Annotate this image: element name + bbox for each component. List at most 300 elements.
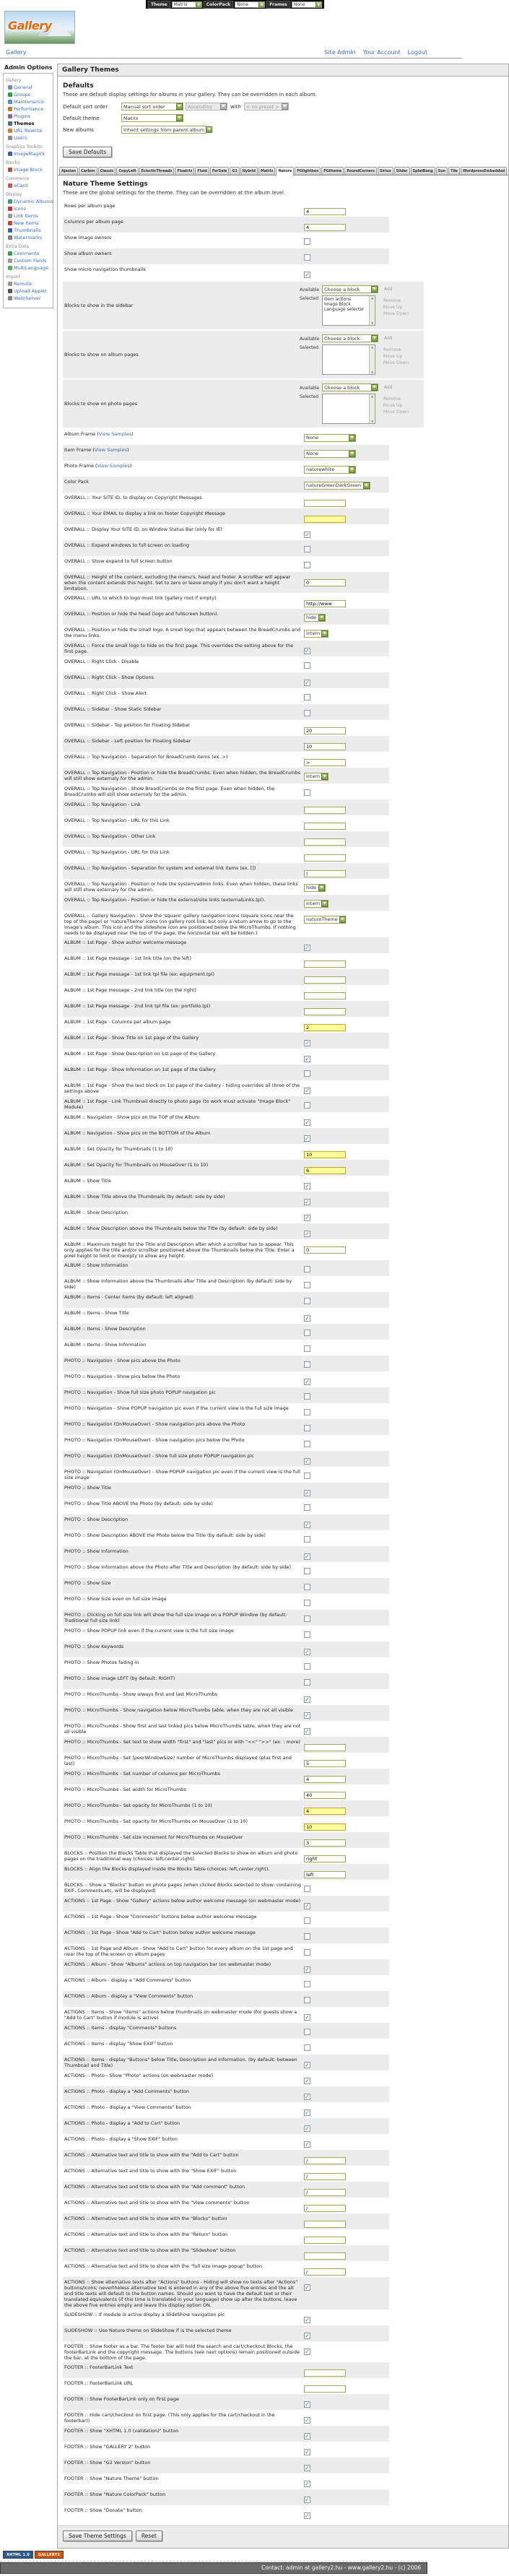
- setting-label: OVERALL :: Top Navigation - URL for this Link: [64, 817, 170, 823]
- setting-label: OVERALL :: Position or hide the small logo. A small logo that appears between the BreadCrumbs and the menu links.: [64, 626, 301, 638]
- sidebar-item-web-server[interactable]: [5, 295, 52, 302]
- setting-row: [63, 1096, 389, 1112]
- setting-control: [304, 1387, 389, 1403]
- tab-forsale[interactable]: ForSale: [210, 167, 230, 175]
- sort-order-select[interactable]: Manual sort order ▼: [121, 103, 183, 110]
- setting-checkbox[interactable]: ✓: [305, 271, 310, 278]
- setting-select[interactable]: Choose a block ▼: [322, 285, 378, 293]
- save-theme-settings-button[interactable]: Save Theme Settings: [63, 2531, 132, 2541]
- sidebar-item-image-block[interactable]: [5, 166, 52, 173]
- tab-eclecticthreads[interactable]: EclecticThreads: [139, 167, 175, 175]
- move-up-link[interactable]: Move Up: [383, 305, 403, 310]
- setting-checkbox[interactable]: ✓: [305, 1198, 310, 1205]
- sidebar-item-multilanguage[interactable]: [5, 264, 52, 272]
- setting-checkbox[interactable]: ✓: [305, 1182, 310, 1189]
- setting-text-input[interactable]: [304, 992, 346, 999]
- scroll-up-icon[interactable]: ▲: [370, 296, 374, 300]
- setting-row: [63, 1673, 389, 1689]
- setting-text-input[interactable]: [304, 1024, 346, 1031]
- setting-row: [63, 1657, 389, 1673]
- setting-checkbox[interactable]: [304, 1568, 310, 1574]
- setting-select[interactable]: None ▼: [304, 434, 356, 442]
- view-samples-link[interactable]: View Samples: [98, 430, 132, 437]
- selected-block-item[interactable]: Image Block: [324, 302, 351, 307]
- setting-checkbox[interactable]: [304, 1345, 310, 1352]
- setting-checkbox[interactable]: ✓: [305, 1902, 310, 1909]
- setting-text-input[interactable]: [304, 838, 346, 846]
- setting-text-input[interactable]: [304, 1823, 346, 1831]
- tab-fluid[interactable]: Fluid: [195, 167, 209, 175]
- sidebar-item-watermarks[interactable]: [5, 234, 52, 241]
- setting-row: [63, 540, 389, 556]
- site-admin-link[interactable]: Site Admin: [324, 49, 356, 56]
- footer-badges: [0, 2549, 462, 2560]
- setting-control: [304, 752, 389, 768]
- setting-checkbox[interactable]: [304, 694, 310, 701]
- setting-checkbox[interactable]: ✓: [305, 2013, 310, 2021]
- setting-text-input[interactable]: [304, 2268, 346, 2276]
- setting-row: [63, 1499, 389, 1514]
- tab-wordpressembedded[interactable]: WordpressEmbedded: [461, 167, 507, 175]
- sidebar-item-imagemagick[interactable]: [5, 150, 52, 157]
- sidebar-item-groups[interactable]: [5, 91, 52, 98]
- setting-select[interactable]: Choose a block ▼: [322, 383, 378, 391]
- setting-checkbox[interactable]: ✓: [305, 2316, 310, 2323]
- setting-text-input[interactable]: [304, 1776, 346, 1783]
- setting-text-input[interactable]: [304, 1744, 346, 1751]
- sidebar-item-users[interactable]: [5, 134, 52, 142]
- switcher-label-frames: Frames: [266, 1, 290, 9]
- listbox-scrollbar[interactable]: [369, 394, 375, 423]
- tab-nature[interactable]: Nature: [276, 167, 294, 175]
- setting-select[interactable]: intern ▼: [304, 630, 329, 638]
- setting-checkbox[interactable]: [304, 1616, 310, 1622]
- setting-checkbox[interactable]: [304, 1981, 310, 1987]
- setting-checkbox[interactable]: ✓: [305, 2141, 310, 2148]
- setting-text-input[interactable]: [304, 2369, 346, 2377]
- setting-checkbox[interactable]: [304, 1409, 310, 1415]
- setting-row: [63, 1753, 389, 1769]
- chevron-down-icon: ▼: [316, 2, 321, 7]
- view-samples-link[interactable]: View Samples: [94, 446, 127, 453]
- scroll-up-icon[interactable]: ▲: [370, 345, 374, 349]
- sidebar-section-graphics-toolkits: Graphics Toolkits: [6, 144, 43, 149]
- setting-checkbox[interactable]: ✓: [305, 1457, 310, 1465]
- setting-label: ACTIONS :: 1st Page - Show "Gallery" actions below author welcome message (on webmaster mode): [64, 1897, 301, 1904]
- logo-text: Gallery: [8, 19, 52, 32]
- tab-floatrix[interactable]: Floatrix: [175, 167, 194, 175]
- setting-checkbox[interactable]: ✓: [305, 1119, 310, 1126]
- setting-checkbox[interactable]: ✓: [305, 1378, 310, 1385]
- tab-pgtheme[interactable]: PGtheme: [321, 167, 344, 175]
- setting-row: [63, 1610, 389, 1626]
- setting-checkbox[interactable]: ✓: [305, 2348, 310, 2355]
- setting-text-input[interactable]: [304, 516, 346, 523]
- tab-pglightbox[interactable]: PGlightbox: [295, 167, 321, 175]
- bottom-actions: [58, 2525, 508, 2548]
- setting-checkbox[interactable]: ✓: [305, 1696, 310, 1703]
- scroll-up-icon[interactable]: ▲: [370, 394, 374, 398]
- setting-control: [304, 831, 389, 847]
- setting-label: FOOTER :: Show footer as a bar. The footer bar will hold the search and cart/checkout Blocks, the footerBarLink and the copyright message. The buttons (see next options) remain positioned outside the bar, at the bottom of the page.: [64, 2343, 300, 2361]
- setting-control: [304, 493, 389, 508]
- tab-roundcorners[interactable]: RoundCorners: [344, 167, 377, 175]
- tab-sun[interactable]: Sun: [436, 167, 448, 175]
- setting-label: Item Frame (View Samples): [64, 446, 129, 453]
- listbox-scrollbar[interactable]: [369, 345, 375, 374]
- setting-checkbox[interactable]: [304, 2044, 310, 2051]
- setting-select[interactable]: intern ▼: [304, 773, 329, 781]
- setting-text-input[interactable]: [304, 2221, 346, 2228]
- tab-slider[interactable]: Slider: [394, 167, 410, 175]
- setting-checkbox[interactable]: [304, 662, 310, 669]
- setting-text-input[interactable]: [304, 823, 346, 830]
- setting-text-input[interactable]: [304, 208, 346, 215]
- switcher-select-colorpack[interactable]: None ▼: [235, 1, 265, 8]
- scroll-down-icon[interactable]: ▼: [370, 321, 374, 325]
- setting-control: [304, 1308, 389, 1324]
- setting-text-input[interactable]: [304, 1167, 346, 1174]
- setting-checkbox[interactable]: [304, 254, 310, 261]
- tab-g1[interactable]: G1: [230, 167, 239, 175]
- setting-checkbox[interactable]: [304, 238, 310, 245]
- tab-ajaxian[interactable]: Ajaxian: [59, 167, 78, 175]
- setting-text-input[interactable]: [304, 1839, 346, 1847]
- move-down-link[interactable]: Move Down: [383, 409, 409, 415]
- tab-carbon[interactable]: Carbon: [79, 167, 97, 175]
- setting-checkbox[interactable]: [304, 1663, 310, 1670]
- setting-text-input[interactable]: [304, 579, 346, 586]
- switcher-select-theme[interactable]: Matrix ▼: [172, 1, 202, 8]
- setting-label: PHOTO :: Navigation - Show pics above the Photo: [64, 1357, 180, 1363]
- setting-checkbox[interactable]: [304, 1886, 310, 1892]
- setting-checkbox[interactable]: [304, 1949, 310, 1956]
- setting-label: ALBUM :: 1st Page message - 1st link title (on the left): [64, 955, 192, 961]
- scroll-down-icon[interactable]: ▼: [370, 370, 374, 374]
- tab-matrix[interactable]: Matrix: [258, 167, 276, 175]
- setting-checkbox[interactable]: ✓: [305, 2448, 310, 2455]
- add-block-link[interactable]: Add: [384, 385, 393, 390]
- setting-control: [304, 2229, 389, 2245]
- setting-text-input[interactable]: [304, 854, 346, 862]
- setting-row: [63, 1144, 389, 1160]
- sidebar-item-icons[interactable]: [5, 205, 52, 212]
- setting-checkbox[interactable]: ✓: [305, 2109, 310, 2116]
- footer-badge-xhtml-1-0[interactable]: XHTML 1.0: [3, 2551, 33, 2559]
- setting-text-input[interactable]: [304, 807, 346, 814]
- add-block-link[interactable]: Add: [384, 336, 393, 341]
- setting-text-input[interactable]: [304, 743, 346, 750]
- setting-text-input[interactable]: [304, 1008, 346, 1015]
- setting-text-input[interactable]: [304, 759, 346, 766]
- breadcrumb[interactable]: Gallery: [6, 49, 27, 56]
- sidebar-item-plugins[interactable]: [5, 113, 52, 120]
- setting-control: [304, 524, 389, 540]
- selected-blocks-list[interactable]: [322, 295, 375, 326]
- setting-checkbox[interactable]: [304, 1536, 310, 1543]
- setting-checkbox[interactable]: [304, 1441, 310, 1447]
- sidebar-item-performance[interactable]: [5, 105, 52, 113]
- setting-checkbox[interactable]: [304, 1933, 310, 1940]
- listbox-scrollbar[interactable]: [369, 296, 375, 325]
- setting-text-input[interactable]: [304, 1808, 346, 1815]
- tab-hybrid[interactable]: Hybrid: [240, 167, 258, 175]
- setting-checkbox[interactable]: ✓: [305, 2480, 310, 2487]
- setting-select[interactable]: natureGreenDarkGreen ▼: [304, 482, 370, 490]
- setting-checkbox[interactable]: ✓: [305, 1314, 310, 1322]
- setting-checkbox[interactable]: ✓: [305, 2093, 310, 2100]
- setting-checkbox[interactable]: ✓: [305, 2401, 310, 2408]
- setting-checkbox[interactable]: [304, 1425, 310, 1431]
- setting-label: ALBUM :: Show Description: [64, 1209, 129, 1215]
- setting-text-input[interactable]: [304, 1871, 346, 1878]
- setting-checkbox[interactable]: [304, 1266, 310, 1272]
- setting-checkbox[interactable]: ✓: [305, 2332, 310, 2339]
- setting-checkbox[interactable]: ✓: [305, 679, 310, 686]
- setting-control: [304, 1721, 389, 1737]
- tab-splatbang[interactable]: SplatBang: [411, 167, 435, 175]
- setting-row: [63, 625, 389, 641]
- setting-text-input[interactable]: [304, 2173, 346, 2180]
- setting-checkbox[interactable]: [304, 1393, 310, 1400]
- setting-text-input[interactable]: [304, 1760, 346, 1767]
- setting-checkbox[interactable]: [304, 1330, 310, 1336]
- remove-block-link[interactable]: Remove: [383, 298, 401, 303]
- setting-label: PHOTO :: Show Title: [64, 1484, 112, 1491]
- sidebar-item-general[interactable]: [5, 84, 52, 91]
- setting-row: [63, 1192, 389, 1207]
- remove-block-link[interactable]: Remove: [383, 396, 401, 402]
- setting-label: PHOTO :: MicroThumbs - Set (peerWindowSize) number of MicroThumbs displayed (plus first and last): [64, 1754, 292, 1766]
- setting-row: [63, 1128, 389, 1144]
- sidebar-item-remote[interactable]: [5, 280, 52, 287]
- setting-checkbox[interactable]: ✓: [305, 1966, 310, 1973]
- new-albums-select[interactable]: Inherit settings from parent album ▼: [121, 126, 206, 134]
- save-defaults-wrap: [58, 140, 508, 163]
- settings-rows: [63, 201, 503, 2521]
- setting-checkbox[interactable]: ✓: [305, 1230, 310, 1237]
- setting-label: ACTIONS :: Photo - display a "View Comments" button: [64, 2104, 191, 2110]
- setting-checkbox[interactable]: ✓: [305, 1521, 310, 1528]
- setting-text-input[interactable]: [304, 2189, 346, 2196]
- move-up-link[interactable]: Move Up: [383, 354, 403, 359]
- setting-checkbox[interactable]: [304, 1361, 310, 1368]
- setting-checkbox[interactable]: ✓: [305, 944, 310, 951]
- setting-checkbox[interactable]: [304, 1282, 310, 1288]
- setting-text-input[interactable]: [304, 1792, 346, 1799]
- sidebar-item-label: Link Items: [14, 213, 38, 219]
- setting-checkbox[interactable]: ✓: [305, 1712, 310, 1719]
- setting-checkbox[interactable]: [304, 1997, 310, 2003]
- sidebar-item-dynamic-albums[interactable]: [5, 198, 52, 205]
- setting-checkbox[interactable]: [304, 710, 310, 716]
- imagemagick-icon: [8, 152, 12, 156]
- tab-classic[interactable]: Classic: [98, 167, 116, 175]
- default-theme-select[interactable]: Matrix ▼: [121, 114, 183, 122]
- tab-copyleft[interactable]: CopyLeft: [116, 167, 138, 175]
- setting-checkbox[interactable]: ✓: [305, 1214, 310, 1221]
- sidebar-item-thumbnails[interactable]: [5, 227, 52, 234]
- chevron-down-icon: ▼: [318, 615, 325, 621]
- selected-blocks-list[interactable]: [322, 394, 375, 424]
- available-label: Available: [300, 336, 320, 342]
- setting-checkbox[interactable]: ✓: [305, 1039, 310, 1046]
- setting-checkbox[interactable]: ✓: [305, 2125, 310, 2132]
- setting-checkbox[interactable]: [304, 1631, 310, 1638]
- move-up-link[interactable]: Move Up: [383, 403, 403, 408]
- setting-text-input[interactable]: [304, 976, 346, 984]
- setting-control: [304, 1049, 389, 1064]
- chevron-down-icon: ▼: [371, 384, 378, 391]
- setting-text-input[interactable]: [304, 1855, 346, 1862]
- setting-text-input[interactable]: [304, 2205, 346, 2212]
- sidebar-item-maintenance[interactable]: [5, 98, 52, 105]
- setting-checkbox[interactable]: [304, 1584, 310, 1590]
- setting-label: ALBUM :: Show Information: [64, 1262, 129, 1268]
- scroll-down-icon[interactable]: ▼: [370, 420, 374, 423]
- setting-text-input[interactable]: [304, 960, 346, 968]
- setting-checkbox[interactable]: ✓: [305, 2496, 310, 2503]
- setting-text-input[interactable]: [304, 500, 346, 507]
- thumbnails-icon: [8, 228, 12, 233]
- setting-label: ACTIONS :: Items - Show "Items" actions below thumbnails on webmaster mode (for guests show a "Add to Cart" button if module is active): [64, 2008, 297, 2021]
- setting-checkbox[interactable]: [304, 1600, 310, 1606]
- setting-checkbox[interactable]: [304, 562, 310, 568]
- setting-label: PHOTO :: MicroThumbs - Set opacity for MicroThumbs on MouseOver (1 to 10): [64, 1818, 248, 1824]
- tab-siriux[interactable]: Siriux: [378, 167, 393, 175]
- setting-checkbox[interactable]: ✓: [305, 1727, 310, 1735]
- setting-text-input[interactable]: [304, 2237, 346, 2244]
- sidebar-item-new-items[interactable]: [5, 220, 52, 227]
- setting-select[interactable]: hide ▼: [304, 614, 326, 622]
- remove-block-link[interactable]: Remove: [383, 347, 401, 352]
- setting-label: PHOTO :: MicroThumbs - Set opacity for MicroThumbs (1 to 10): [64, 1802, 212, 1808]
- setting-select[interactable]: hide ▼: [304, 884, 326, 892]
- setting-checkbox[interactable]: ✓: [305, 2512, 310, 2519]
- setting-checkbox[interactable]: ✓: [305, 2464, 310, 2471]
- setting-text-input[interactable]: [304, 2157, 346, 2164]
- sidebar-item-upload-applet[interactable]: [5, 287, 52, 295]
- setting-row: [63, 1943, 389, 1959]
- setting-checkbox[interactable]: ✓: [305, 1648, 310, 1655]
- setting-checkbox[interactable]: ✓: [305, 1489, 310, 1496]
- setting-checkbox[interactable]: [304, 1917, 310, 1924]
- setting-checkbox[interactable]: ✓: [305, 647, 310, 654]
- setting-checkbox[interactable]: ✓: [305, 2416, 310, 2424]
- setting-control: [304, 1144, 389, 1160]
- setting-checkbox[interactable]: [304, 1298, 310, 1304]
- setting-select[interactable]: naturewhite ▼: [304, 466, 356, 474]
- sidebar-item-url-rewrite[interactable]: [5, 127, 52, 134]
- setting-checkbox[interactable]: [304, 546, 310, 552]
- logout-link[interactable]: Logout: [407, 49, 427, 56]
- add-block-link[interactable]: Add: [384, 287, 393, 292]
- setting-control: [304, 609, 389, 625]
- setting-checkbox[interactable]: [304, 1504, 310, 1511]
- setting-checkbox[interactable]: ✓: [305, 2077, 310, 2084]
- move-down-link[interactable]: Move Down: [383, 360, 409, 365]
- move-down-link[interactable]: Move Down: [383, 311, 409, 316]
- sidebar-item-custom-fields[interactable]: [5, 257, 52, 264]
- selected-block-item[interactable]: Item actions: [324, 297, 352, 302]
- setting-label: ALBUM :: Set Opacity for Thumbnails on MouseOver (1 to 10): [64, 1161, 209, 1168]
- setting-checkbox[interactable]: [304, 2029, 310, 2035]
- setting-text-input[interactable]: [304, 224, 346, 231]
- setting-label: Rows per album page: [64, 202, 116, 209]
- setting-text-input[interactable]: [304, 2385, 346, 2393]
- setting-row: [63, 1483, 389, 1499]
- setting-control: [304, 799, 389, 815]
- gallery-logo[interactable]: [4, 11, 75, 44]
- setting-checkbox[interactable]: [304, 1070, 310, 1077]
- view-samples-link[interactable]: View Samples: [97, 462, 130, 469]
- sidebar-item-ecard[interactable]: [5, 182, 52, 189]
- switcher-select-frames[interactable]: None ▼: [292, 1, 322, 8]
- setting-checkbox[interactable]: [304, 1679, 310, 1686]
- setting-text-input[interactable]: [304, 727, 346, 734]
- setting-checkbox[interactable]: ✓: [305, 2432, 310, 2440]
- setting-select[interactable]: None ▼: [304, 450, 356, 458]
- sidebar-item-comments[interactable]: [5, 250, 52, 257]
- setting-select[interactable]: Choose a block ▼: [322, 334, 378, 342]
- setting-label: ACTIONS :: Album - display a "View Comments" button: [64, 1992, 193, 1999]
- selected-block-item[interactable]: Language selector: [324, 307, 365, 312]
- setting-label: ACTIONS :: Album - display a "Add Comments" button: [64, 1977, 191, 1983]
- setting-checkbox[interactable]: ✓: [305, 1087, 310, 1094]
- selected-blocks-list[interactable]: [322, 344, 375, 375]
- setting-label: ACTIONS :: Photo - display a "Add to Cart" button: [64, 2120, 180, 2126]
- setting-label: ALBUM :: 1st Page - Columns per album page: [64, 1018, 171, 1025]
- setting-control: [304, 768, 389, 784]
- footer-badge-gallery2[interactable]: GALLERY2: [35, 2551, 64, 2559]
- setting-text-input[interactable]: [304, 870, 346, 877]
- sidebar-item-themes[interactable]: [5, 120, 52, 127]
- link-items-icon: [8, 214, 12, 218]
- save-defaults-button[interactable]: Save Defaults: [63, 147, 112, 157]
- setting-select[interactable]: natureTheme ▼: [304, 916, 346, 924]
- setting-text-input[interactable]: [304, 1246, 346, 1254]
- reset-button[interactable]: Reset: [136, 2531, 162, 2541]
- setting-select[interactable]: intern ▼: [304, 900, 329, 908]
- setting-control: [304, 2070, 389, 2086]
- setting-text-input[interactable]: [304, 600, 346, 607]
- setting-row: [63, 2261, 389, 2277]
- new-albums-label: New albums: [63, 126, 95, 133]
- setting-control: [304, 736, 389, 752]
- setting-control: [304, 1737, 389, 1753]
- setting-text-input[interactable]: [304, 1151, 346, 1158]
- setting-text-input[interactable]: [304, 2252, 346, 2260]
- setting-row: [63, 2213, 389, 2229]
- setting-checkbox[interactable]: ✓: [305, 2061, 310, 2068]
- sidebar-section-commerce: Commerce: [6, 176, 30, 181]
- setting-checkbox[interactable]: [304, 1102, 310, 1109]
- defaults-title: Defaults: [63, 82, 94, 90]
- setting-control: [304, 1064, 389, 1080]
- sidebar-item-link-items[interactable]: [5, 212, 52, 220]
- setting-checkbox[interactable]: ✓: [305, 1553, 310, 1560]
- setting-checkbox[interactable]: ✓: [305, 1135, 310, 1142]
- setting-row: [63, 593, 389, 609]
- setting-control: [304, 847, 389, 863]
- tab-tile[interactable]: Tile: [448, 167, 460, 175]
- your-account-link[interactable]: Your Account: [362, 49, 401, 56]
- setting-checkbox[interactable]: ✓: [305, 1055, 310, 1062]
- setting-checkbox[interactable]: [304, 789, 310, 796]
- setting-checkbox[interactable]: ✓: [305, 2284, 310, 2291]
- setting-checkbox[interactable]: ✓: [305, 531, 310, 538]
- setting-checkbox[interactable]: [304, 1473, 310, 1479]
